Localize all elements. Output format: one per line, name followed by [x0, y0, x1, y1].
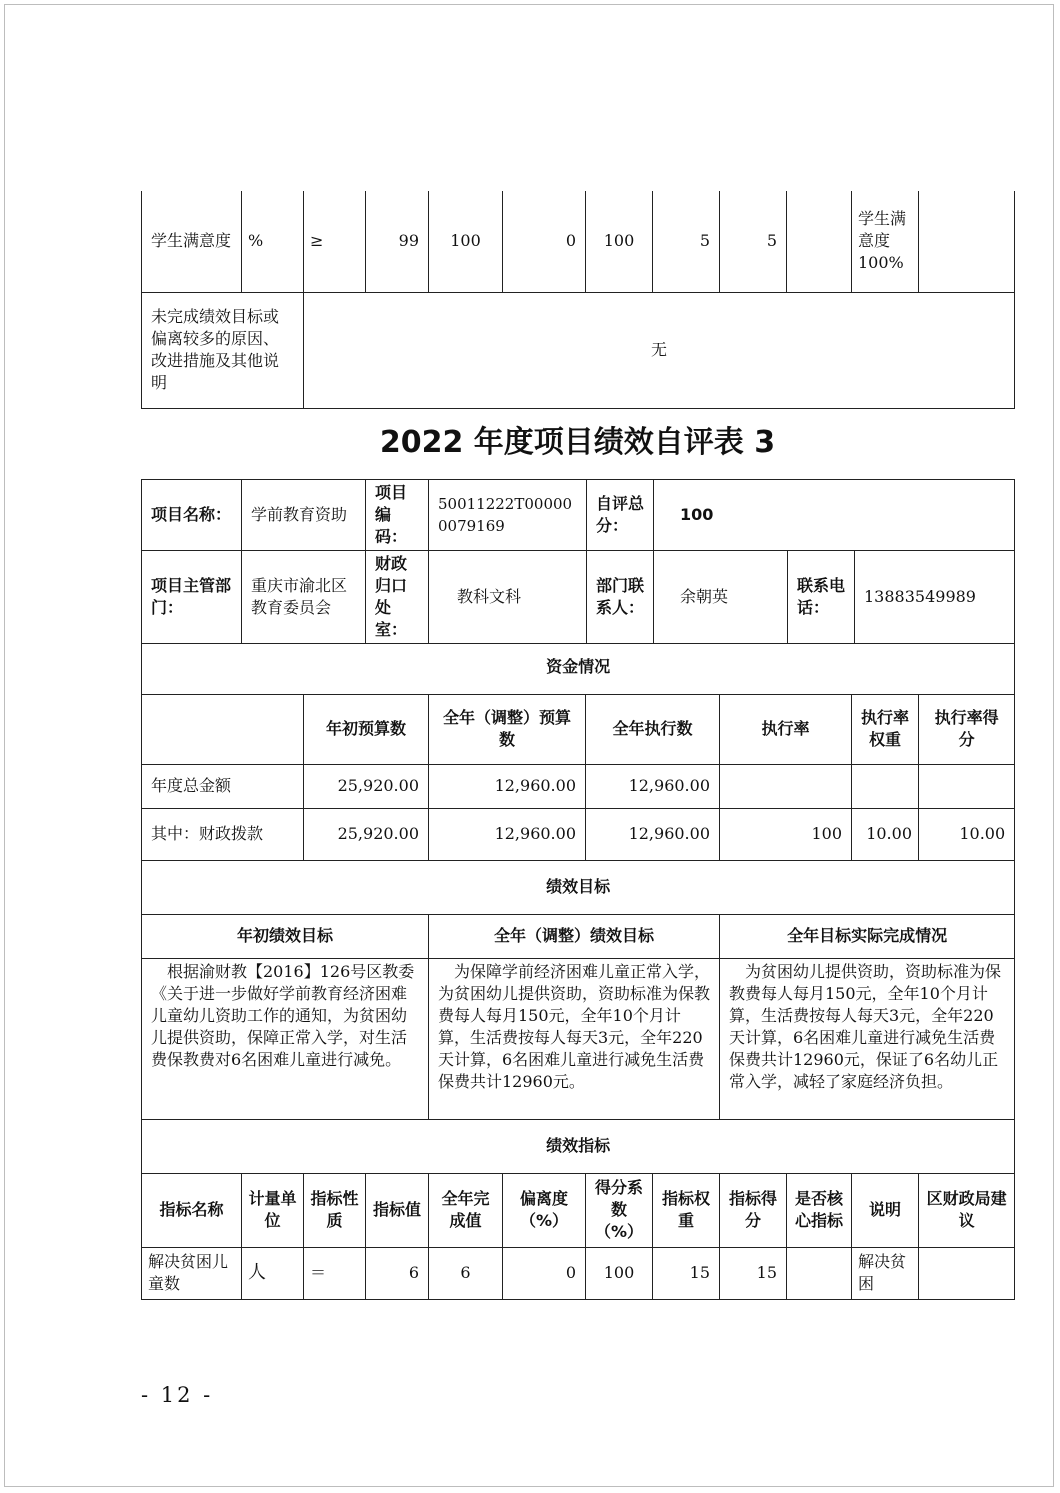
goals-header-adjusted: 全年（调整）绩效目标 — [429, 914, 720, 958]
indicators-header-score: 指标得分 — [720, 1173, 787, 1247]
page-number: - 12 - — [141, 1383, 214, 1407]
funds-row-rate: 100 — [720, 808, 852, 860]
self-score: 100 — [654, 480, 1015, 551]
funds-row-adjusted: 12,960.00 — [429, 808, 586, 860]
funds-row-weight: 10.00 — [852, 808, 919, 860]
indicator-weight: 15 — [653, 1247, 720, 1299]
funds-row-score: 10.00 — [919, 808, 1015, 860]
self-score-label: 自评总分： — [587, 480, 654, 551]
indicator-row — [142, 1247, 1015, 1299]
indicator-core — [787, 191, 852, 292]
indicator-target: 99 — [366, 191, 429, 292]
indicator-coefficient: 100 — [586, 1247, 653, 1299]
indicator-operator: ＝ — [304, 1247, 366, 1299]
indicator-note: 学生满意度100% — [852, 191, 919, 292]
indicators-header-coefficient: 得分系数（%） — [586, 1173, 653, 1247]
funds-row-adjusted: 12,960.00 — [429, 764, 586, 808]
phone-number: 13883549989 — [855, 551, 1015, 644]
indicators-section-header: 绩效指标 — [142, 1119, 1015, 1173]
indicators-header-actual: 全年完成值 — [429, 1173, 503, 1247]
project-code: 50011222T000000079169 — [429, 480, 587, 551]
indicator-deviation: 0 — [503, 191, 586, 292]
project-info-table — [141, 479, 1015, 644]
phone-label: 联系电话： — [788, 551, 855, 644]
indicator-note: 解决贫困 — [852, 1247, 919, 1299]
funds-row — [142, 764, 1015, 808]
funds-row-rate — [720, 764, 852, 808]
funds-goals-indicators-table — [141, 640, 1015, 1300]
goals-header-initial: 年初绩效目标 — [142, 914, 429, 958]
page-title: 2022 年度项目绩效自评表 3 — [379, 425, 776, 460]
funds-row-budget: 25,920.00 — [304, 764, 429, 808]
indicator-weight: 5 — [653, 191, 720, 292]
indicator-name: 解决贫困儿童数 — [142, 1247, 242, 1299]
project-name: 学前教育资助 — [242, 480, 366, 551]
indicator-deviation: 0 — [503, 1247, 586, 1299]
reason-label: 未完成绩效目标或偏离较多的原因、改进措施及其他说明 — [142, 292, 304, 408]
goals-header-actual: 全年目标实际完成情况 — [720, 914, 1015, 958]
funds-row-weight — [852, 764, 919, 808]
indicators-header-deviation: 偏离度（%） — [503, 1173, 586, 1247]
dept-label: 项目主管部门： — [142, 551, 242, 644]
finance-office: 教科文科 — [429, 551, 587, 644]
funds-header-rate: 执行率 — [720, 694, 852, 764]
goals-actual-text: 为贫困幼儿提供资助，资助标准为保教费每人每月150元，全年10个月计算，生活费按每人每天3元，全年220天计算，6名困难儿童进行减免生活费保费共计12960元，保证了6名幼儿正常入学，减轻了家庭经济负担。 — [720, 958, 1015, 1119]
indicator-score: 15 — [720, 1247, 787, 1299]
indicator-name: 学生满意度 — [142, 191, 242, 292]
indicator-actual: 100 — [429, 191, 503, 292]
funds-row-executed: 12,960.00 — [586, 808, 720, 860]
indicator-coefficient: 100 — [586, 191, 653, 292]
indicator-suggestion — [919, 191, 1015, 292]
goals-section-header: 绩效目标 — [142, 860, 1015, 914]
contact-label: 部门联系人： — [587, 551, 654, 644]
reason-value: 无 — [304, 292, 1015, 408]
funds-row — [142, 808, 1015, 860]
indicator-core — [787, 1247, 852, 1299]
project-code-label: 项目编码： — [366, 480, 429, 551]
funds-header-weight: 执行率权重 — [852, 694, 919, 764]
project-name-label: 项目名称： — [142, 480, 242, 551]
funds-row-score — [919, 764, 1015, 808]
indicators-header-suggestion: 区财政局建议 — [919, 1173, 1015, 1247]
indicator-actual: 6 — [429, 1247, 503, 1299]
indicator-suggestion — [919, 1247, 1015, 1299]
funds-header-score: 执行率得分 — [919, 694, 1015, 764]
goals-adjusted-text: 为保障学前经济困难儿童正常入学，为贫困幼儿提供资助，资助标准为保教费每人每月150元，全年10个月计算，生活费按每人每天3元，全年220天计算，6名困难儿童进行减免生活费保费共计12960元。 — [429, 958, 720, 1119]
funds-row-label: 年度总金额 — [142, 764, 304, 808]
funds-section-header: 资金情况 — [142, 640, 1015, 694]
indicator-score: 5 — [720, 191, 787, 292]
indicators-header-core: 是否核心指标 — [787, 1173, 852, 1247]
indicators-header-nature: 指标性质 — [304, 1173, 366, 1247]
finance-label: 财政归口处室： — [366, 551, 429, 644]
contact-person: 余朝英 — [654, 551, 788, 644]
dept: 重庆市渝北区教育委员会 — [242, 551, 366, 644]
goals-initial-text: 根据渝财教【2016】126号区教委《关于进一步做好学前教育经济困难儿童幼儿资助工作的通知，为贫困幼儿提供资助，保障正常入学，对生活费保教费对6名困难儿童进行减免。 — [142, 958, 429, 1119]
indicator-unit: 人 — [242, 1247, 304, 1299]
funds-row-label: 其中：财政拨款 — [142, 808, 304, 860]
indicators-header-weight: 指标权重 — [653, 1173, 720, 1247]
indicator-operator: ≥ — [304, 191, 366, 292]
performance-table-continued — [141, 191, 1015, 409]
indicators-header-unit: 计量单位 — [242, 1173, 304, 1247]
funds-header-executed: 全年执行数 — [586, 694, 720, 764]
indicator-target: 6 — [366, 1247, 429, 1299]
funds-header-budget: 年初预算数 — [304, 694, 429, 764]
funds-row-budget: 25,920.00 — [304, 808, 429, 860]
indicators-header-name: 指标名称 — [142, 1173, 242, 1247]
funds-header-adjusted: 全年（调整）预算数 — [429, 694, 586, 764]
indicators-header-note: 说明 — [852, 1173, 919, 1247]
indicator-unit: % — [242, 191, 304, 292]
funds-row-executed: 12,960.00 — [586, 764, 720, 808]
indicators-header-target: 指标值 — [366, 1173, 429, 1247]
